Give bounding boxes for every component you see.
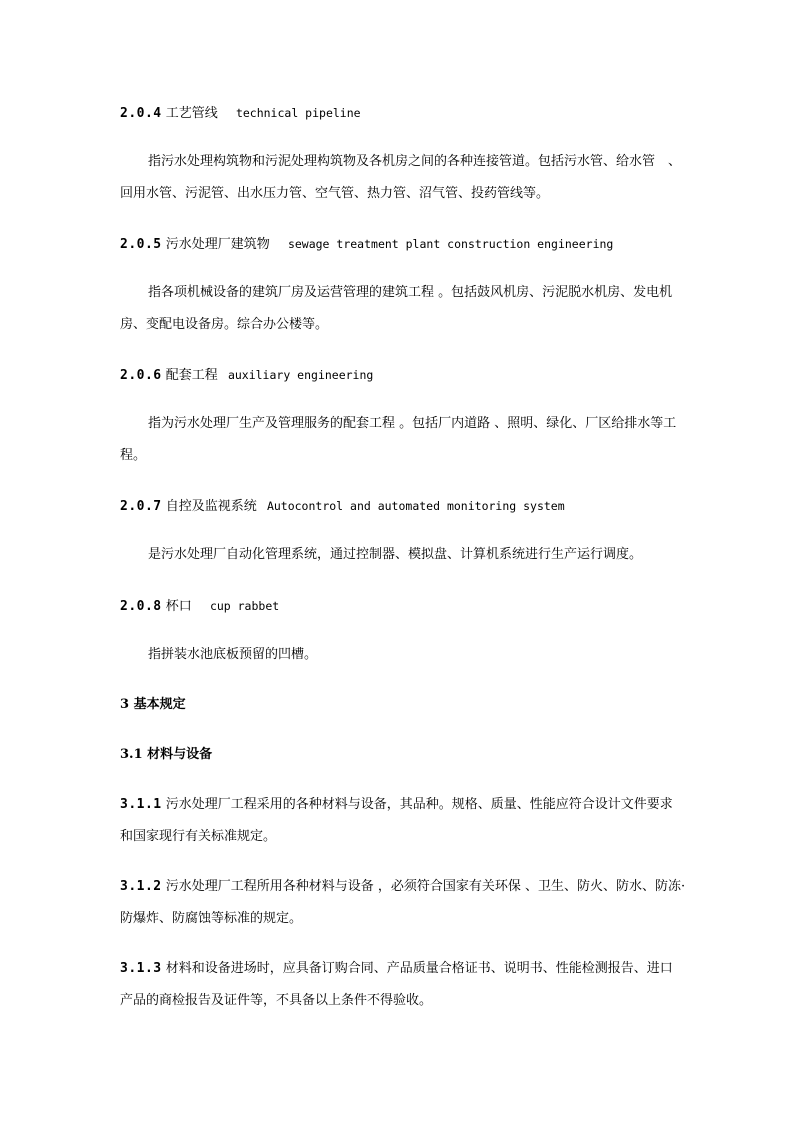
clause-text-line: 防爆炸、防腐蚀等标准的规定。 (120, 911, 303, 926)
term-number: 2.0.5 (120, 237, 162, 252)
clause-3-1-2 (120, 879, 685, 895)
term-definition-line: 指各项机械设备的建筑厂房及运营管理的建筑工程 。包括鼓风机房、污泥脱水机房、发电机 (148, 285, 673, 300)
section-heading: 3.1 材料与设备 (120, 747, 213, 762)
term-definition-line: 程。 (120, 448, 147, 463)
term-english: sewage treatment plant construction engineering (287, 237, 614, 251)
term-number: 2.0.6 (120, 368, 162, 383)
term-heading-2-0-4 (120, 105, 361, 122)
term-english: technical pipeline (235, 106, 361, 120)
term-title: 杯口 (165, 599, 192, 614)
clause-text: 污水处理厂工程所用各种材料与设备 ，必须符合国家有关环保 、卫生、防火、防水、防冻· (165, 879, 686, 894)
term-number: 2.0.4 (120, 106, 162, 121)
term-heading-2-0-7 (120, 498, 565, 515)
clause-3-1-3 (120, 961, 673, 977)
term-definition-line: 是污水处理厂自动化管理系统，通过控制器、模拟盘、计算机系统进行生产运行调度。 (148, 547, 643, 562)
clause-text-line: 产品的商检报告及证件等，不具备以上条件不得验收。 (120, 993, 433, 1008)
term-english: Autocontrol and automated monitoring system (266, 499, 565, 513)
term-definition-line: 指拼装水池底板预留的凹槽。 (148, 647, 318, 662)
clause-text: 污水处理厂工程采用的各种材料与设备，其品种。规格、质量、性能应符合设计文件要求 (165, 797, 673, 812)
clause-text: 材料和设备进场时，应具备订购合同、产品质量合格证书、说明书、性能检测报告、进口 (165, 961, 673, 976)
term-definition-line: 指污水处理构筑物和污泥处理构筑物及各机房之间的各种连接管道。包括污水管、给水管 、 (148, 154, 682, 169)
chapter-heading: 3 基本规定 (120, 697, 186, 712)
clause-number: 3.1.1 (120, 797, 162, 812)
clause-number: 3.1.3 (120, 961, 162, 976)
clause-number: 3.1.2 (120, 879, 162, 894)
term-title: 工艺管线 (165, 106, 218, 121)
term-definition-line: 回用水管、污泥管、出水压力管、空气管、热力管、沼气管、投药管线等。 (120, 186, 550, 201)
term-title: 污水处理厂建筑物 (165, 237, 270, 252)
term-title: 配套工程 (165, 368, 218, 383)
term-definition-line: 指为污水处理厂生产及管理服务的配套工程 。包括厂内道路 、照明、绿化、厂区给排水等工 (148, 416, 677, 431)
term-heading-2-0-6 (120, 367, 373, 384)
term-english: cup rabbet (209, 599, 280, 613)
clause-text-line: 和国家现行有关标准规定。 (120, 829, 277, 844)
term-number: 2.0.7 (120, 499, 162, 514)
term-heading-2-0-5 (120, 236, 613, 253)
term-english: auxiliary engineering (227, 368, 374, 382)
term-title: 自控及监视系统 (165, 499, 257, 514)
term-definition-line: 房、变配电设备房。综合办公楼等。 (120, 317, 329, 332)
term-heading-2-0-8 (120, 598, 279, 615)
term-number: 2.0.8 (120, 599, 162, 614)
clause-3-1-1 (120, 797, 673, 813)
